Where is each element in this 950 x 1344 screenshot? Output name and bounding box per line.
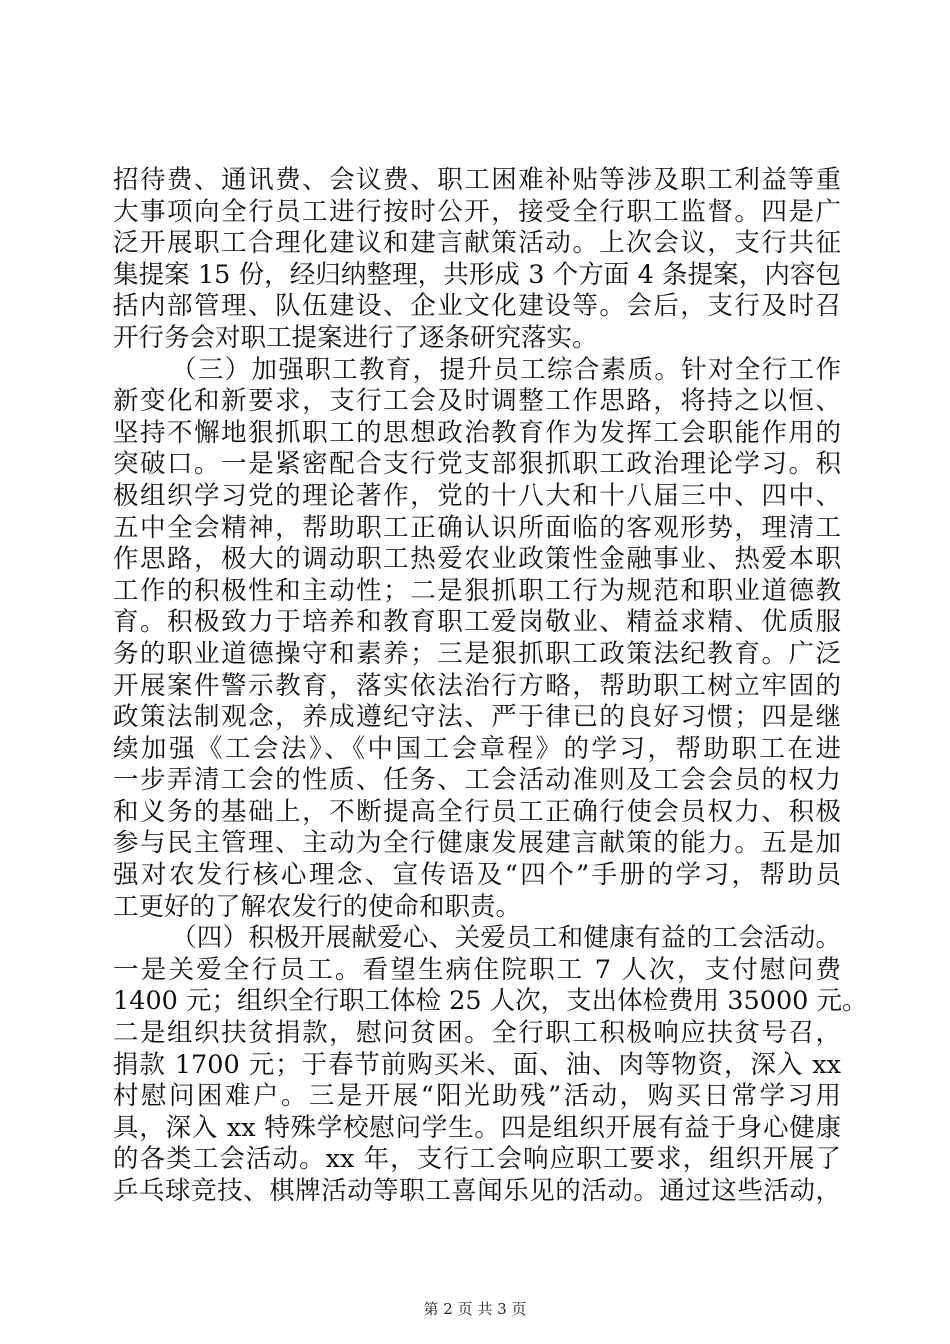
text-line: 五中全会精神，帮助职工正确认识所面临的客观形势，理清工 [113,512,841,543]
text-line: 强对农发行核心理念、宣传语及“四个”手册的学习，帮助员 [113,860,841,891]
section-heading-line: （四）积极开展献爱心、关爱员工和健康有益的工会活动。 [171,923,841,954]
text-line: 坚持不懈地狠抓职工的思想政治教育作为发挥工会职能作用的 [113,417,841,448]
text-line: 育。积极致力于培养和教育职工爱岗敬业、精益求精、优质服 [113,607,841,638]
text-line: 新变化和新要求，支行工会及时调整工作思路，将持之以恒、 [113,386,841,417]
text-line: 务的职业道德操守和素养；三是狠抓职工政策法纪教育。广泛 [113,638,841,669]
text-line: 村慰问困难户。三是开展“阳光助残”活动，购买日常学习用 [113,1081,841,1112]
body-text [113,165,868,1208]
text-line: 捐款 1700 元；于春节前购买米、面、油、肉等物资，深入 xx [113,1049,841,1080]
text-line: 工更好的了解农发行的使命和职责。 [113,891,522,922]
text-line: 泛开展职工合理化建议和建言献策活动。上次会议，支行共征 [113,228,841,259]
text-line: 极组织学习党的理论著作，党的十八大和十八届三中、四中、 [113,480,841,511]
text-line: 二是组织扶贫捐款，慰问贫困。全行职工积极响应扶贫号召， [113,1018,841,1049]
text-line: 括内部管理、队伍建设、企业文化建设等。会后，支行及时召 [113,291,841,322]
text-line: 大事项向全行员工进行按时公开，接受全行职工监督。四是广 [113,196,841,227]
text-line: 乒乓球竞技、棋牌活动等职工喜闻乐见的活动。通过这些活动， [113,1176,841,1206]
page-number-footer: 第 2 页 共 3 页 [423,1300,527,1318]
text-line: 和义务的基础上，不断提高全行员工正确行使会员权力、积极 [113,796,841,827]
text-line: 作思路，极大的调动职工热爱农业政策性金融事业、热爱本职 [113,544,841,575]
text-line: 一步弄清工会的性质、任务、工会活动准则及工会会员的权力 [113,765,841,796]
text-line: 具，深入 xx 特殊学校慰问学生。四是组织开展有益于身心健康 [113,1112,841,1143]
text-line: 参与民主管理、主动为全行健康发展建言献策的能力。五是加 [113,828,841,859]
text-line: 工作的积极性和主动性；二是狠抓职工行为规范和职业道德教 [113,575,841,606]
text-line: 续加强《工会法》、《中国工会章程》的学习，帮助职工在进 [113,733,841,764]
text-line: 一是关爱全行员工。看望生病住院职工 7 人次，支付慰问费 [113,954,841,985]
section-heading-line: （三）加强职工教育，提升员工综合素质。针对全行工作 [171,354,841,385]
text-line: 突破口。一是紧密配合支行党支部狠抓职工政治理论学习。积 [113,449,841,480]
text-line: 开行务会对职工提案进行了逐条研究落实。 [113,322,598,353]
text-line: 招待费、通讯费、会议费、职工困难补贴等涉及职工利益等重 [113,165,841,195]
text-line: 的各类工会活动。xx 年，支行工会响应职工要求，组织开展了 [113,1144,841,1175]
text-line: 开展案件警示教育，落实依法治行方略，帮助职工树立牢固的 [113,670,841,701]
text-line: 1400 元；组织全行职工体检 25 人次，支出体检费用 35000 元。 [113,986,868,1017]
text-line: 集提案 15 份，经归纳整理，共形成 3 个方面 4 条提案，内容包 [113,259,841,290]
text-line: 政策法制观念，养成遵纪守法、严于律已的良好习惯；四是继 [113,702,841,733]
